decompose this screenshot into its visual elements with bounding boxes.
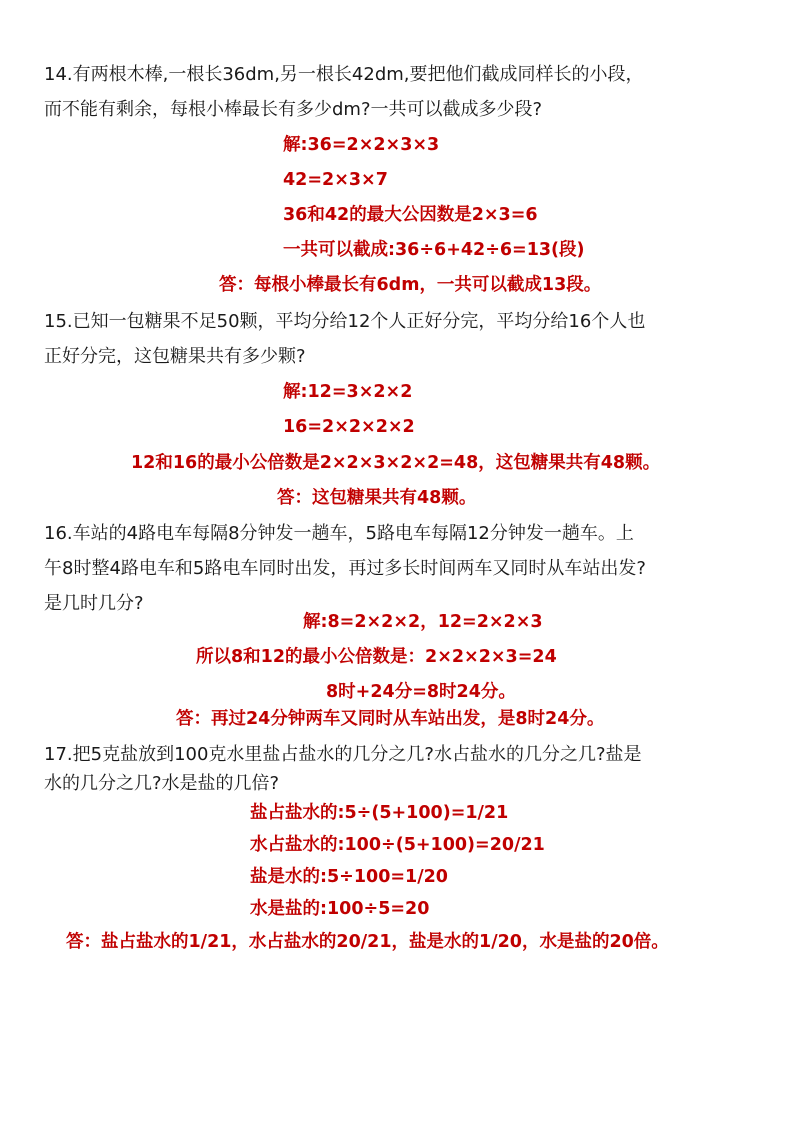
- solution-line: 解:36=2×2×3×3: [283, 135, 440, 155]
- solution-line: 12和16的最小公倍数是2×2×3×2×2=48，这包糖果共有48颗。: [131, 453, 661, 473]
- solution-line: 42=2×3×7: [283, 170, 388, 190]
- question-line: 17.把5克盐放到100克水里盐占盐水的几分之几?水占盐水的几分之几?盐是: [44, 744, 642, 765]
- solution-line: 16=2×2×2×2: [283, 417, 415, 437]
- answer-line: 答：再过24分钟两车又同时从车站出发，是8时24分。: [176, 709, 605, 729]
- question-line: 而不能有剩余，每根小棒最长有多少dm?一共可以截成多少段?: [44, 99, 543, 120]
- solution-line: 36和42的最大公因数是2×3=6: [283, 205, 538, 225]
- question-line: 16.车站的4路电车每隔8分钟发一趟车，5路电车每隔12分钟发一趟车。上: [44, 523, 634, 544]
- solution-line: 水占盐水的:100÷(5+100)=20/21: [250, 835, 545, 855]
- solution-line: 一共可以截成:36÷6+42÷6=13(段): [283, 240, 585, 260]
- answer-line: 答：盐占盐水的1/21，水占盐水的20/21，盐是水的1/20，水是盐的20倍。: [66, 932, 669, 952]
- solution-line: 盐是水的:5÷100=1/20: [250, 867, 448, 887]
- question-line: 正好分完，这包糖果共有多少颗?: [44, 346, 306, 367]
- question-line: 15.已知一包糖果不足50颗，平均分给12个人正好分完，平均分给16个人也: [44, 311, 646, 332]
- question-line: 是几时几分?: [44, 593, 144, 614]
- solution-line: 盐占盐水的:5÷(5+100)=1/21: [250, 803, 509, 823]
- solution-line: 所以8和12的最小公倍数是：2×2×2×3=24: [196, 647, 557, 667]
- solution-line: 8时+24分=8时24分。: [326, 682, 516, 702]
- solution-line: 解:12=3×2×2: [283, 382, 413, 402]
- answer-line: 答：每根小棒最长有6dm，一共可以截成13段。: [219, 275, 602, 295]
- question-line: 水的几分之几?水是盐的几倍?: [44, 773, 280, 794]
- solution-line: 水是盐的:100÷5=20: [250, 899, 430, 919]
- question-line: 14.有两根木棒,一根长36dm,另一根长42dm,要把他们截成同样长的小段，: [44, 64, 644, 85]
- solution-line: 解:8=2×2×2，12=2×2×3: [303, 612, 543, 632]
- answer-line: 答：这包糖果共有48颗。: [277, 488, 477, 508]
- question-line: 午8时整4路电车和5路电车同时出发，再过多长时间两车又同时从车站出发?: [44, 558, 646, 579]
